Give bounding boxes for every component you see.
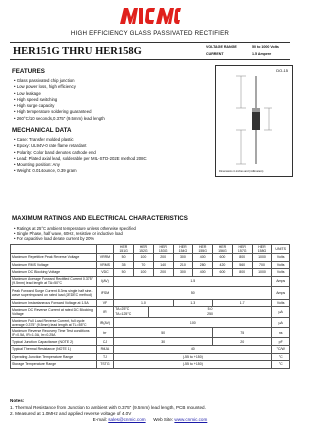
table-row: Maximum Full Load Reverse Current, full cycle average 0.375" (9.5mm) lead length at TL=55°C IR(AV) 100 µA <box>11 318 290 328</box>
list-item: • 260°C/10 seconds,0.375" (9.5mm) lead length <box>14 116 105 122</box>
features-heading: FEATURES <box>12 68 45 75</box>
device-column-header: HER 155G <box>193 245 213 254</box>
mechanical-heading: MECHANICAL DATA <box>12 127 72 134</box>
list-item: • Lead: Plated axial lead, solderable per MIL-STD-202E method 208C <box>14 156 147 162</box>
list-item: • High speed switching <box>14 97 105 103</box>
footer <box>0 417 300 422</box>
ratings-heading: MAXIMUM RATINGS AND ELECTRICAL CHARACTERISTICS <box>12 215 188 222</box>
list-item: • Case: Transfer molded plastic <box>14 137 147 143</box>
list-item: • Polarity: Color band denotes cathode end <box>14 150 147 156</box>
table-row: Maximum Reverse Recovery Time Test conditions IF=0.5A, IR=1.0A, Irr=0.25A trr 50 75 ns <box>11 328 290 338</box>
table-row: Maximum DC Blocking Voltage VDC 50 100 200 300 400 600 800 1000 Volts <box>11 269 290 277</box>
list-item: • For capacitive load derate current by 20% <box>14 236 136 241</box>
spec-summary <box>204 43 290 59</box>
device-column-header: HER 153G <box>153 245 173 254</box>
web-label: Web Site: <box>153 417 174 422</box>
ratings-table <box>10 244 290 369</box>
table-row: Maximum RMS Voltage VRMS 35 70 140 210 280 420 560 700 Volts <box>11 261 290 269</box>
table-row: Typical Junction Capacitance (NOTE 2) CJ 30 20 pF <box>11 338 290 346</box>
voltage-row <box>206 45 279 49</box>
list-item: • Low leakage <box>14 91 105 97</box>
device-column-header: HER 158G <box>252 245 272 254</box>
package-drawing <box>215 65 293 177</box>
list-item: 2. Measured at 1.0MHz and applied reverse voltage of 4.0V <box>10 411 132 416</box>
notes-heading: Notes: <box>10 398 25 403</box>
list-item: • Glass passivated chip junction <box>14 78 105 84</box>
package-note: Dimensions in inches and (millimeters) <box>219 170 264 173</box>
list-item: • Weight: 0.014ounce, 0.39 gram <box>14 168 147 174</box>
list-item: • Epoxy: UL94V-0 rate flame retardant <box>14 143 147 149</box>
table-row: Maximum Repetitive Peak Reverse Voltage VRRM 50 100 200 300 400 600 800 1000 Volts <box>11 254 290 262</box>
current-label: CURRENT <box>206 52 224 56</box>
list-item: 1. Thermal Resistance from Junction to ambient with 0.375" (9.5mm) lead length, PCB mounted. <box>10 404 206 410</box>
list-item: • Single Phase, half wave, 60Hz, resistive or inductive load <box>14 231 136 236</box>
table-row: Operating Junction Temperature Range TJ (-55 to +150) °C <box>11 353 290 361</box>
mechanical-list <box>14 137 147 175</box>
brand-logo <box>118 4 182 26</box>
table-row: Maximum Instantaneous Forward Voltage at 1.5A VF 1.0 1.3 1.7 Volts <box>11 299 290 307</box>
table-row: Storage Temperature Range TSTG (-55 to +150) °C <box>11 361 290 369</box>
part-range-title: HER151G THRU HER158G <box>13 46 142 57</box>
device-column-header: HER 151G <box>114 245 134 254</box>
units-column-header: UNITS <box>272 245 290 254</box>
title-band <box>10 42 290 60</box>
reverse-current-values: TA=25°C TA=125°C 5.0 250 <box>115 307 213 317</box>
voltage-label: VOLTAGE RANGE <box>206 45 237 49</box>
table-row: Maximum Average Forward Rectified Current 0.375" (9.5mm) lead length at TA=50°C I(AV) 1.5 Amps <box>11 276 290 286</box>
list-item: • Low power loss, high efficiency <box>14 84 105 90</box>
features-list <box>14 78 105 122</box>
email-label: E-mail: <box>92 417 107 422</box>
device-column-header: HER 156G <box>213 245 233 254</box>
list-item: • High surge capacity <box>14 103 105 109</box>
table-row: Typical Thermal Resistance (NOTE 1) RθJA 40 °C/W <box>11 345 290 353</box>
website-link[interactable]: www.cnmic.com <box>174 417 208 422</box>
table-header-row <box>11 245 290 254</box>
device-column-header: HER 154G <box>173 245 193 254</box>
ratings-conditions <box>14 226 136 241</box>
document-subtitle: HIGH EFFICIENCY GLASS PASSIVATED RECTIFIER <box>70 30 230 37</box>
package-label: DO-15 <box>276 68 288 73</box>
list-item: • Mounting position: Any <box>14 162 147 168</box>
device-column-header: HER 152G <box>134 245 154 254</box>
voltage-value: 50 to 1000 Volts <box>252 45 279 49</box>
email-link[interactable]: sales@cnmic.com <box>108 417 146 422</box>
notes-section <box>10 398 206 418</box>
current-row <box>206 52 272 56</box>
list-item: • High temperature soldering guaranteed <box>14 109 105 115</box>
device-column-header: HER 157G <box>232 245 252 254</box>
table-row: Peak Forward Surge Current 8.3ms single half sine-wave superimposed on rated load (JEDEC method) IFSM 50 Amps <box>11 286 290 299</box>
list-item: • Ratings at 25°C ambient temperature unless otherwise specified <box>14 226 136 231</box>
current-value: 1.5 Ampere <box>252 52 272 56</box>
table-row: Maximum DC Reverse Current at rated DC Blocking Voltage IR TA=25°C TA=125°C 5.0 250 µA <box>11 307 290 318</box>
diode-outline-icon <box>216 72 292 172</box>
